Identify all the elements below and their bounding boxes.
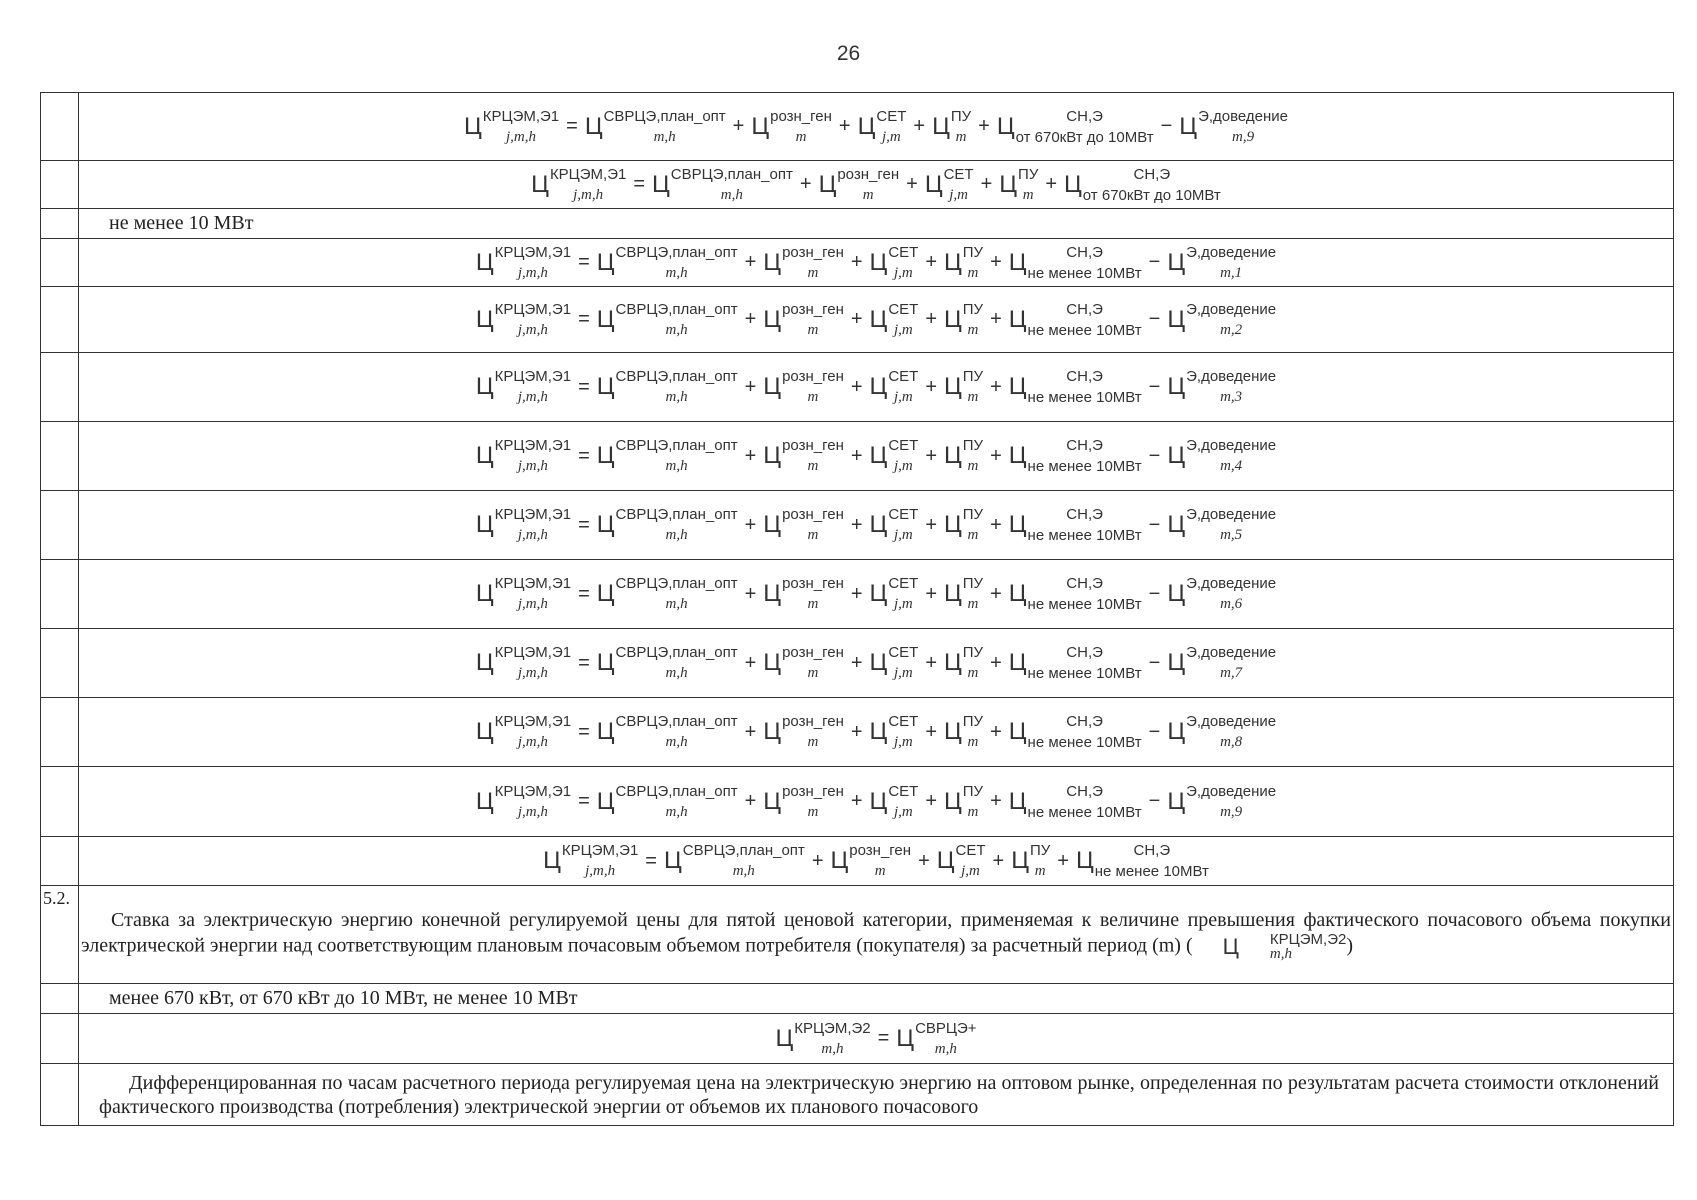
category-label-row (41, 209, 1674, 239)
number-cell-empty (41, 491, 79, 560)
formula-row (41, 353, 1674, 422)
formula-row (41, 767, 1674, 837)
formula-ne-menee-no-dov: Ц КРЦЭМ,Э1 j,m,h = Ц СВРЦЭ,план_опт m,h + Ц розн_ген m + Ц СЕТ j,m + Ц ПУ m + Ц СН,Э не менее 10МВт (543, 842, 1209, 880)
number-cell-empty (41, 422, 79, 491)
formula-table (40, 92, 1674, 1126)
formula-ne-menee-dov-m6: Ц КРЦЭМ,Э1 j,m,h = Ц СВРЦЭ,план_опт m,h + Ц розн_ген m + Ц СЕТ j,m + Ц ПУ m + Ц СН,Э не менее 10МВт − Ц Э,доведение m,6 (475, 575, 1277, 613)
formula-row (41, 629, 1674, 698)
formula-ne-menee-dov-m7: Ц КРЦЭМ,Э1 j,m,h = Ц СВРЦЭ,план_опт m,h + Ц розн_ген m + Ц СЕТ j,m + Ц ПУ m + Ц СН,Э не менее 10МВт − Ц Э,доведение m,7 (475, 644, 1277, 682)
formula-e2: Ц КРЦЭМ,Э2 m,h = Ц СВРЦЭ+ m,h (775, 1019, 977, 1057)
formula-cell (79, 353, 1674, 422)
formula-ne-menee-dov-m1: Ц КРЦЭМ,Э1 j,m,h = Ц СВРЦЭ,план_опт m,h + Ц розн_ген m + Ц СЕТ j,m + Ц ПУ m + Ц СН,Э не менее 10МВт − Ц Э,доведение m,1 (475, 243, 1277, 282)
formula-cell (79, 287, 1674, 353)
number-cell-empty (41, 698, 79, 767)
formula-ne-menee-dov-m4: Ц КРЦЭМ,Э1 j,m,h = Ц СВРЦЭ,план_опт m,h + Ц розн_ген m + Ц СЕТ j,m + Ц ПУ m + Ц СН,Э не менее 10МВт − Ц Э,доведение m,4 (475, 437, 1277, 475)
section-description: Ставка за электрическую энергию конечной регулируемой цены для пятой ценовой категории, применяемая к величине превышения фактического почасового объема покупки электрической энергии над соответствующим плановым почасовым объемом потребителя (покупателя) за расчетный период (m) ( (81, 908, 1671, 957)
formula-ot670-dov-m9: Ц КРЦЭМ,Э1 j,m,h = Ц СВРЦЭ,план_опт m,h + Ц розн_ген m + Ц СЕТ j,m + Ц ПУ m + Ц СН,Э от 670кВт до 10МВт − Ц Э,доведение m,9 (463, 107, 1289, 146)
number-cell-empty (41, 560, 79, 629)
formula-row (41, 491, 1674, 560)
formula-cell (79, 698, 1674, 767)
formula-cell (79, 422, 1674, 491)
formula-ne-menee-dov-m3: Ц КРЦЭМ,Э1 j,m,h = Ц СВРЦЭ,план_опт m,h + Ц розн_ген m + Ц СЕТ j,m + Ц ПУ m + Ц СН,Э не менее 10МВт − Ц Э,доведение m,3 (475, 368, 1277, 406)
formula-row (41, 239, 1674, 287)
number-cell-empty (41, 1064, 79, 1126)
number-cell-empty (41, 287, 79, 353)
formula-row (41, 837, 1674, 886)
number-cell-empty (41, 209, 79, 239)
number-cell-empty (41, 239, 79, 287)
categories-label: менее 670 кВт, от 670 кВт до 10 МВт, не менее 10 МВт (79, 984, 1674, 1014)
formula-cell (79, 161, 1674, 209)
number-cell-empty (41, 161, 79, 209)
formula-cell (79, 1014, 1674, 1064)
formula-row (41, 1014, 1674, 1064)
section-text (79, 886, 1674, 984)
formula-cell (79, 837, 1674, 886)
formula-ne-menee-dov-m2: Ц КРЦЭМ,Э1 j,m,h = Ц СВРЦЭ,план_опт m,h + Ц розн_ген m + Ц СЕТ j,m + Ц ПУ m + Ц СН,Э не менее 10МВт − Ц Э,доведение m,2 (475, 300, 1277, 339)
category-label: не менее 10 МВт (79, 209, 1674, 239)
number-cell-empty (41, 93, 79, 161)
number-cell-empty (41, 629, 79, 698)
formula-row (41, 560, 1674, 629)
formula-cell (79, 629, 1674, 698)
number-cell-empty (41, 1014, 79, 1064)
formula-cell (79, 491, 1674, 560)
formula-row (41, 698, 1674, 767)
categories-row (41, 984, 1674, 1014)
formula-row (41, 287, 1674, 353)
section-number: 5.2. (41, 886, 79, 984)
formula-ne-menee-dov-m8: Ц КРЦЭМ,Э1 j,m,h = Ц СВРЦЭ,план_опт m,h + Ц розн_ген m + Ц СЕТ j,m + Ц ПУ m + Ц СН,Э не менее 10МВт − Ц Э,доведение m,8 (475, 713, 1277, 751)
formula-cell (79, 93, 1674, 161)
formula-row (41, 161, 1674, 209)
formula-row (41, 422, 1674, 491)
number-cell-empty (41, 837, 79, 886)
formula-cell (79, 767, 1674, 837)
number-cell-empty (41, 353, 79, 422)
number-cell-empty (41, 984, 79, 1014)
section-row (41, 886, 1674, 984)
formula-cell (79, 239, 1674, 287)
paragraph-row (41, 1064, 1674, 1126)
formula-ne-menee-dov-m5: Ц КРЦЭМ,Э1 j,m,h = Ц СВРЦЭ,план_опт m,h + Ц розн_ген m + Ц СЕТ j,m + Ц ПУ m + Ц СН,Э не менее 10МВт − Ц Э,доведение m,5 (475, 506, 1277, 544)
formula-cell (79, 560, 1674, 629)
formula-ne-menee-dov-m9: Ц КРЦЭМ,Э1 j,m,h = Ц СВРЦЭ,план_опт m,h + Ц розн_ген m + Ц СЕТ j,m + Ц ПУ m + Ц СН,Э не менее 10МВт − Ц Э,доведение m,9 (475, 782, 1277, 821)
section-symbol: Ц КРЦЭМ,Э2 m,h (1222, 930, 1347, 962)
page-number: 26 (836, 42, 861, 65)
formula-row (41, 93, 1674, 161)
section-close-paren: ) (1346, 934, 1353, 957)
number-cell-empty (41, 767, 79, 837)
final-paragraph: Дифференцированная по часам расчетного периода регулируемая цена на электрическую энергию на оптовом рынке, определенная по результатам расчета стоимости отклонений фактического производства (потребления) электрической энергии от объемов их планового почасового (79, 1064, 1674, 1126)
formula-ot670-no-dov: Ц КРЦЭМ,Э1 j,m,h = Ц СВРЦЭ,план_опт m,h + Ц розн_ген m + Ц СЕТ j,m + Ц ПУ m + Ц СН,Э от 670кВт до 10МВт (531, 165, 1221, 204)
